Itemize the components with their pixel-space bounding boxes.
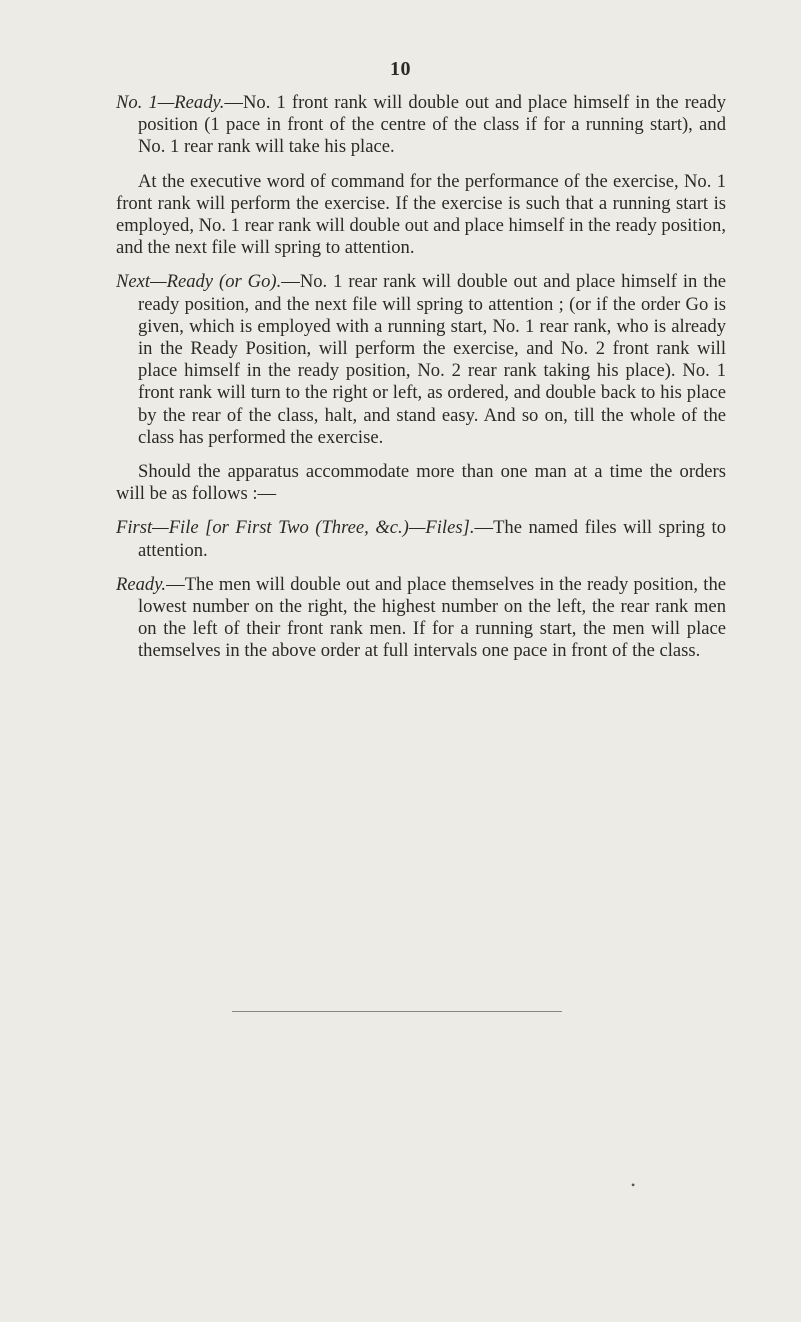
paragraph-text: —No. 1 front rank will double out and place himself in the ready position (1 pace in front of the centre of the class if for a running start), and No. 1 rear rank will take his place. [138,92,727,158]
paragraph-executive-word: At the executive word of command for the performance of the exercise, No. 1 front rank will perform the exercise. If the exercise is such that a running start is employed, No. 1 rear rank will double out and place himself in the ready position, and the next file will spring to attention. [116,170,726,259]
paragraph-text: —The named files will spring to attention. [138,517,726,561]
body-text [116,92,726,675]
section-divider [232,1011,562,1012]
paragraph-no1-ready [116,92,726,159]
paragraph-lead: Ready. [116,573,167,595]
paragraph-text: —The men will double out and place themselves in the ready position, the lowest number on the right, the highest number on the left, the rear rank men on the left of their front rank men. If for a running start, the men will place themselves in the above order at full intervals one pace in front of the class. [138,573,726,662]
paragraph-lead: Next—Ready (or Go). [116,271,282,293]
paragraph-next-ready [116,271,726,449]
paragraph-ready [116,574,726,663]
printer-mark: • [631,1178,636,1192]
page-number: 10 [390,58,411,80]
paragraph-lead: No. 1—Ready. [116,92,225,113]
paragraph-lead: First—File [or First Two (Three, &c.)—Files]. [116,517,475,539]
paragraph-text: —No. 1 rear rank will double out and place himself in the ready position, and the next file will spring to attention ; (or if the order Go is given, which is employed with a running start, No. 1 rear rank, who is already in the Ready Position, will perform the exercise, and No. 2 front rank will place himself in the ready position, No. 2 rear rank taking his place). No. 1 front rank will turn to the right or left, as ordered, and double back to his place by the rear of the class, halt, and stand easy. And so on, till the whole of the class has performed the exercise. [138,271,727,448]
paragraph-first-file [116,517,726,561]
paragraph-apparatus: Should the apparatus accommodate more than one man at a time the orders will be as follows :— [116,461,726,505]
